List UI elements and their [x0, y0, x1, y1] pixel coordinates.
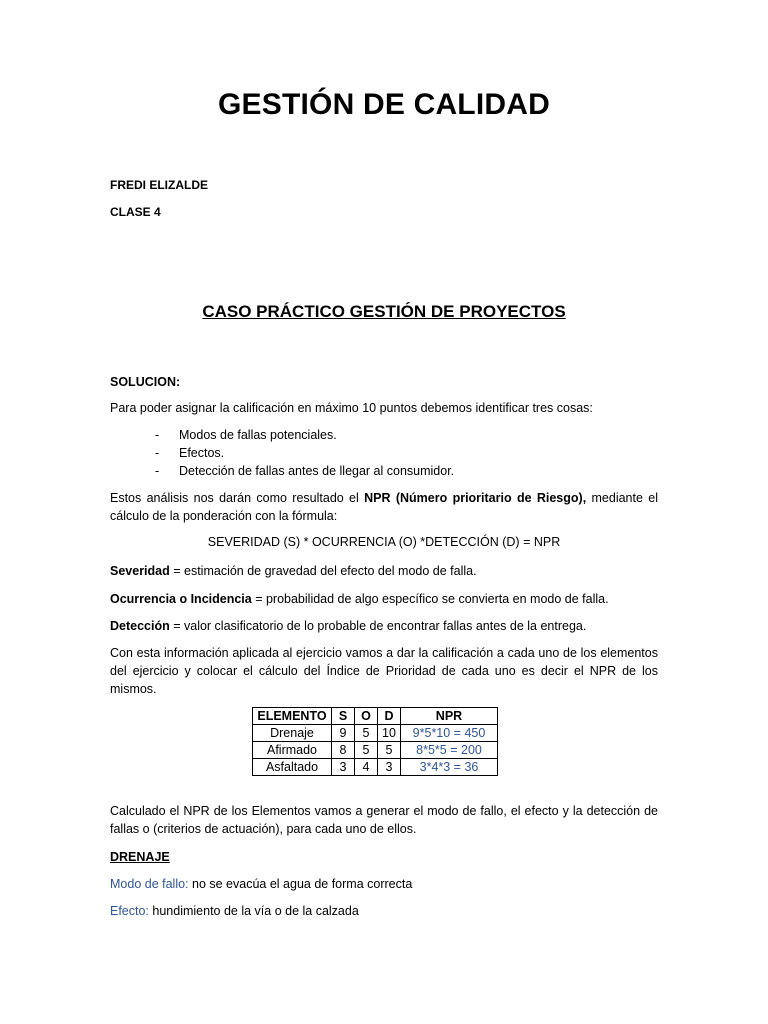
definition-text: = valor clasificatorio de lo probable de encontrar fallas antes de la entrega. [169, 619, 587, 633]
table-header-row [253, 708, 498, 725]
table-row [253, 759, 498, 776]
calc-paragraph: Calculado el NPR de los Elementos vamos a generar el modo de fallo, el efecto y la detección de fallas o (criterios de actuación), para cada uno de ellos. [110, 804, 658, 836]
list-item: - Modos de fallas potenciales. [155, 426, 655, 444]
cell-d: 5 [378, 742, 401, 759]
table-row [253, 742, 498, 759]
efecto-text: hundimiento de la vía o de la calzada [148, 904, 359, 918]
case-title: CASO PRÁCTICO GESTIÓN DE PROYECTOS [202, 302, 566, 321]
column-header-o: O [355, 708, 378, 725]
solution-label: SOLUCION: [110, 375, 181, 389]
cell-elemento: Drenaje [253, 725, 332, 742]
cell-npr: 3*4*3 = 36 [401, 759, 498, 776]
definition-deteccion [110, 617, 658, 635]
efecto-line [110, 902, 658, 920]
author-name: FREDI ELIZALDE [110, 178, 208, 192]
npr-table [252, 707, 498, 776]
definition-term: Severidad [110, 564, 170, 578]
cell-s: 9 [332, 725, 355, 742]
modo-de-fallo-label: Modo de fallo: [110, 877, 189, 891]
criteria-list [155, 426, 655, 480]
cell-o: 5 [355, 742, 378, 759]
analysis-text-start: Estos análisis nos darán como resultado el [110, 491, 365, 505]
modo-de-fallo-text: no se evacúa el agua de forma correcta [188, 877, 413, 891]
cell-s: 8 [332, 742, 355, 759]
info-paragraph: Con esta información aplicada al ejercicio vamos a dar la calificación a cada uno de los elementos del ejercicio y colocar el cálculo del Índice de Prioridad de cada uno es decir el NPR de los mismos. [110, 646, 658, 696]
cell-s: 3 [332, 759, 355, 776]
cell-d: 10 [378, 725, 401, 742]
definition-text: = probabilidad de algo específico se convierta en modo de falla. [251, 592, 609, 606]
definition-text: = estimación de gravedad del efecto del modo de falla. [169, 564, 477, 578]
column-header-s: S [332, 708, 355, 725]
document-title: GESTIÓN DE CALIDAD [218, 88, 550, 121]
efecto-label: Efecto: [110, 904, 149, 918]
list-item: - Efectos. [155, 444, 655, 462]
npr-definition: NPR (Número prioritario de Riesgo), [364, 491, 587, 505]
cell-npr: 8*5*5 = 200 [401, 742, 498, 759]
cell-npr: 9*5*10 = 450 [401, 725, 498, 742]
analysis-paragraph [110, 489, 658, 525]
cell-d: 3 [378, 759, 401, 776]
npr-formula: SEVERIDAD (S) * OCURRENCIA (O) *DETECCIÓN (D) = NPR [207, 535, 561, 549]
class-label: CLASE 4 [110, 205, 161, 219]
analysis-text-end: mediante el cálculo de la ponderación con la fórmula: [110, 491, 658, 523]
definition-term: Ocurrencia o Incidencia [110, 592, 252, 606]
table-row [253, 725, 498, 742]
cell-o: 4 [355, 759, 378, 776]
cell-elemento: Asfaltado [253, 759, 332, 776]
column-header-elemento: ELEMENTO [253, 708, 332, 725]
definition-term: Detección [110, 619, 170, 633]
cell-elemento: Afirmado [253, 742, 332, 759]
column-header-npr: NPR [401, 708, 498, 725]
modo-de-fallo-line [110, 875, 658, 893]
definition-severidad [110, 562, 658, 580]
intro-paragraph: Para poder asignar la calificación en máximo 10 puntos debemos identificar tres cosas: [110, 401, 593, 415]
definition-ocurrencia [110, 590, 658, 608]
section-heading-drenaje: DRENAJE [110, 850, 170, 864]
list-item: - Detección de fallas antes de llegar al consumidor. [155, 462, 655, 480]
column-header-d: D [378, 708, 401, 725]
cell-o: 5 [355, 725, 378, 742]
